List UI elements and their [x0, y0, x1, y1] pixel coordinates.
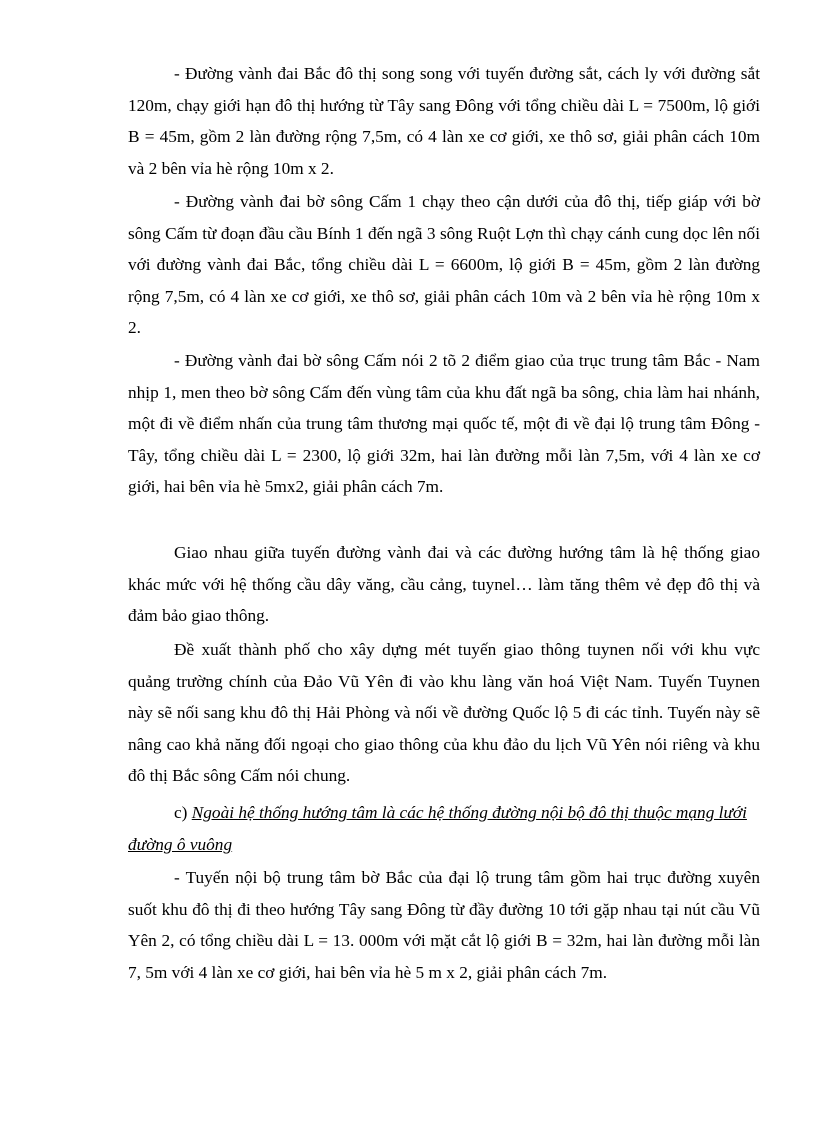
paragraph-north-ring-road: - Đường vành đai Bắc đô thị song song với tuyến đường sắt, cách ly với đường sắt 120m, chạy giới hạn đô thị hướng từ Tây sang Đông với tổng chiều dài L = 7500m, lộ giới B = 45m, gồm 2 làn đường rộng 7,5m, có 4 làn xe cơ giới, xe thô sơ, giải phân cách 10m và 2 bên vỉa hè rộng 10m x 2. [128, 64, 760, 178]
paragraph-cam-river-ring-road-1: - Đường vành đai bờ sông Cấm 1 chạy theo cận dưới của đô thị, tiếp giáp với bờ sông Cấm từ đoạn đầu cầu Bính 1 đến ngã 3 sông Ruột Lợn thì chạy cánh cung dọc lên nối với đường vành đai Bắc, tổng chiều dài L = 6600m, lộ giới B = 45m, gồm 2 làn đường rộng 7,5m, có 4 làn xe cơ giới, xe thô sơ, giải phân cách 10m và 2 bên vỉa hè rộng 10m x 2. [128, 192, 760, 337]
paragraph-internal-route: - Tuyến nội bộ trung tâm bờ Bắc của đại lộ trung tâm gồm hai trục đường xuyên suốt khu đô thị đi theo hướng Tây sang Đông từ đầy đường 10 tới gặp nhau tại nút cầu Vũ Yên 2, có tổng chiều dài L = 13. 000m với mặt cắt lộ giới B = 32m, hai làn đường mỗi làn 7, 5m với 4 làn xe cơ giới, hai bên vỉa hè 5 m x 2, giải phân cách 7m. [128, 868, 760, 982]
section-heading-prefix: c) [174, 803, 188, 822]
section-heading-text: Ngoài hệ thống hướng tâm là các hệ thống đường nội bộ đô thị thuộc mạng lưới đường ô vuông [128, 803, 747, 854]
paragraph-cam-river-ring-road-2: - Đường vành đai bờ sông Cấm nói 2 tõ 2 điểm giao của trục trung tâm Bắc - Nam nhịp 1, men theo bờ sông Cấm đến vùng tâm của khu đất ngã ba sông, chia làm hai nhánh, một đi về điểm nhấn của trung tâm thương mại quốc tế, một đi về đại lộ trung tâm Đông - Tây, tổng chiều dài L = 2300, lộ giới 32m, hai làn đường mỗi làn 7,5m, với 4 làn xe cơ giới, hai bên vỉa hè 5mx2, giải phân cách 7m. [128, 351, 760, 496]
section-heading-c [128, 797, 762, 860]
paragraph-intersection-system: Giao nhau giữa tuyến đường vành đai và các đường hướng tâm là hệ thống giao khác mức với hệ thống cầu dây văng, cầu cảng, tuynel… làm tăng thêm vẻ đẹp đô thị và đảm bảo giao thông. [128, 543, 760, 625]
paragraph-tunnel-proposal: Đề xuất thành phố cho xây dựng mét tuyến giao thông tuynen nối với khu vực quảng trường chính của Đảo Vũ Yên đi vào khu làng văn hoá Việt Nam. Tuyến Tuynen này sẽ nối sang khu đô thị Hải Phòng và nối về đường Quốc lộ 5 đi các tỉnh. Tuyến này sẽ nâng cao khả năng đối ngoại cho giao thông của khu đảo du lịch Vũ Yên nói riêng và khu đô thị Bắc sông Cấm nói chung. [128, 640, 760, 785]
